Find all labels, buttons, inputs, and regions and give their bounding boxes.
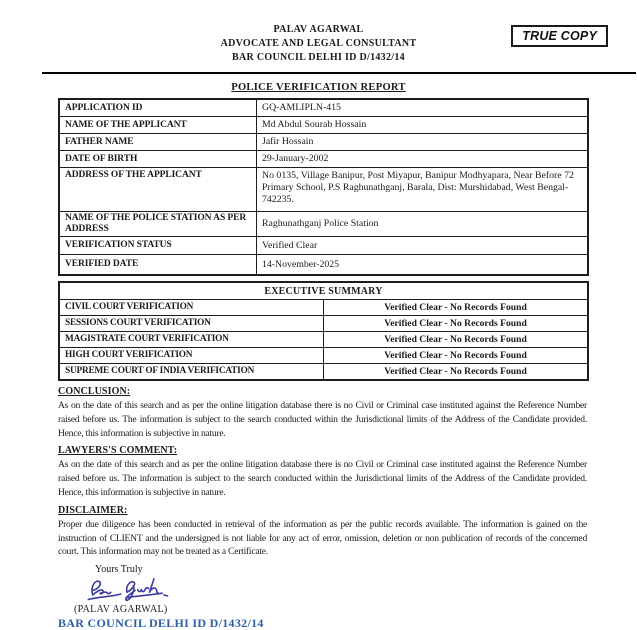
true-copy-stamp	[511, 25, 608, 47]
advocate-profession: ADVOCATE AND LEGAL CONSULTANT	[220, 38, 417, 49]
row-label: VERIFICATION STATUS	[59, 237, 257, 255]
advocate-bar-id: BAR COUNCIL DELHI ID D/1432/14	[232, 52, 405, 63]
footer-bar-council-id: BAR COUNCIL DELHI ID D/1432/14	[58, 616, 264, 630]
row-value: Verified Clear - No Records Found	[324, 348, 589, 364]
row-label: HIGH COURT VERIFICATION	[59, 348, 324, 364]
row-value: Raghunathganj Police Station	[257, 212, 589, 237]
table-row-magistrate-court	[59, 332, 588, 348]
row-label: MAGISTRATE COURT VERIFICATION	[59, 332, 324, 348]
conclusion-heading: CONCLUSION:	[58, 386, 131, 397]
executive-summary-heading: EXECUTIVE SUMMARY	[59, 282, 588, 300]
header-divider	[42, 72, 636, 74]
row-value: Verified Clear - No Records Found	[324, 316, 589, 332]
row-value: Verified Clear - No Records Found	[324, 364, 589, 381]
row-value: Jafir Hossain	[257, 134, 589, 151]
table-row-high-court	[59, 348, 588, 364]
row-value: Md Abdul Sourab Hossain	[257, 117, 589, 134]
table-row-civil-court	[59, 300, 588, 316]
table-row-supreme-court	[59, 364, 588, 381]
lawyers-comment-body: As on the date of this search and as per the online litigation database there is no Civil or Criminal case instituted against the Reference Number raised before us. The information is subject to the search conducted within the Jurisdictional limits of the Address of the Candidate provided. Hence, this information is subjective in nature.	[58, 459, 587, 498]
row-value: 29-January-2002	[257, 151, 589, 168]
closing-salutation: Yours Truly	[95, 564, 143, 576]
table-row-address	[59, 168, 588, 212]
table-row-police-station	[59, 212, 588, 237]
applicant-details-table	[58, 98, 589, 276]
row-label: DATE OF BIRTH	[59, 151, 257, 168]
row-label: SUPREME COURT OF INDIA VERIFICATION	[59, 364, 324, 381]
row-value: Verified Clear - No Records Found	[324, 332, 589, 348]
table-row-father-name	[59, 134, 588, 151]
row-label: NAME OF THE POLICE STATION AS PER ADDRESS	[59, 212, 257, 237]
signatory-name: (PALAV AGARWAL)	[74, 604, 168, 616]
row-value: Verified Clear - No Records Found	[324, 300, 589, 316]
document-title	[0, 81, 637, 94]
table-row-application-id	[59, 99, 588, 117]
document-title-text: POLICE VERIFICATION REPORT	[231, 82, 406, 93]
row-label: ADDRESS OF THE APPLICANT	[59, 168, 257, 212]
true-copy-stamp-label: TRUE COPY	[522, 29, 597, 43]
row-label: APPLICATION ID	[59, 99, 257, 117]
conclusion-body: As on the date of this search and as per the online litigation database there is no Civil or Criminal case instituted against the Reference Number raised before us. The information is subject to the search conducted within the Jurisdictional limits of the Address of the Candidate provided. Hence, this information is subjective in nature.	[58, 400, 587, 439]
row-value: GQ-AMLIPLN-415	[257, 99, 589, 117]
lawyers-comment-heading: LAWYERS'S COMMENT:	[58, 445, 178, 457]
conclusion-section	[58, 386, 587, 440]
disclaimer-heading: DISCLAIMER:	[58, 504, 128, 516]
table-row-sessions-court	[59, 316, 588, 332]
row-label: NAME OF THE APPLICANT	[59, 117, 257, 134]
executive-summary-header-row	[59, 282, 588, 300]
disclaimer-body: Proper due diligence has been conducted in retrieval of the information as per the public records available. The information is gained on the instruction of CLIENT and the undersigned is not liable for any act of error, omission, deletion or non publication of records of the concerned court. This information may not be treated as a Certificate.	[58, 518, 587, 558]
row-label: FATHER NAME	[59, 134, 257, 151]
advocate-name: PALAV AGARWAL	[273, 24, 364, 35]
row-label: VERIFIED DATE	[59, 255, 257, 276]
table-row-date-of-birth	[59, 151, 588, 168]
table-row-verified-date	[59, 255, 588, 276]
row-label: SESSIONS COURT VERIFICATION	[59, 316, 324, 332]
signature-image	[84, 577, 188, 604]
lawyers-comment-section	[58, 445, 587, 499]
disclaimer-section	[58, 505, 587, 559]
table-row-applicant-name	[59, 117, 588, 134]
row-value: Verified Clear	[257, 237, 589, 255]
row-value: No 0135, Village Banipur, Post Miyapur, Banipur Modhyapara, Near Before 72 Primary School, P.S Raghunathganj, Barala, Dist: Murshidabad, West Bengal-742235.	[257, 168, 589, 212]
table-row-verification-status	[59, 237, 588, 255]
row-value: 14-November-2025	[257, 255, 589, 276]
row-label: CIVIL COURT VERIFICATION	[59, 300, 324, 316]
executive-summary-table	[58, 281, 589, 381]
